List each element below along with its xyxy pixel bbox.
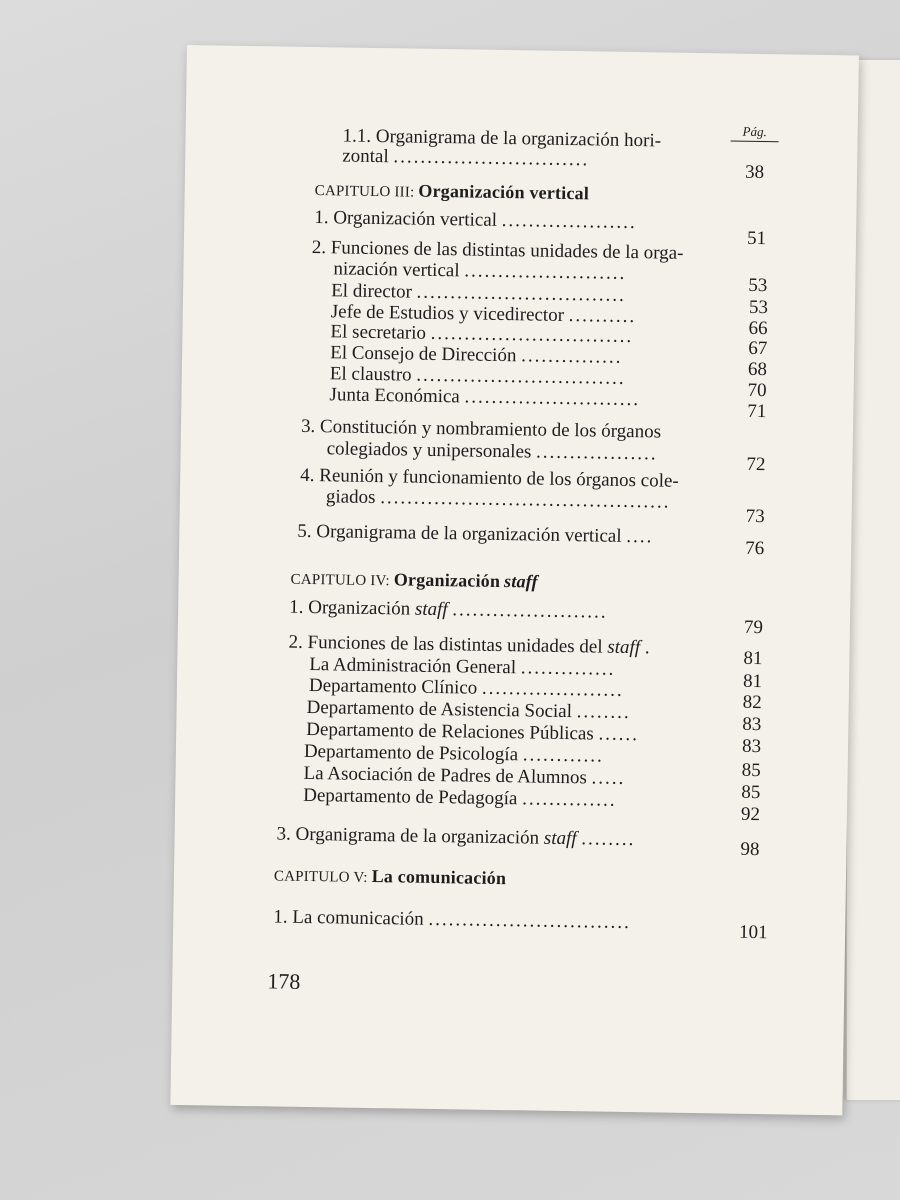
page-number-folio: 178 xyxy=(267,968,301,994)
toc-subentry: La Asociación de Padres de Alumnos ..... xyxy=(303,762,626,789)
toc-page-number: 92 xyxy=(740,803,761,826)
toc-page-number: 83 xyxy=(741,735,762,758)
toc-page-number: 71 xyxy=(747,400,767,423)
toc-page-number: 68 xyxy=(747,358,768,381)
chapter-heading-iii: CAPITULO III: Organización vertical xyxy=(314,180,590,204)
toc-entry-line1: 2. Funciones de las distintas unidades de la orga- xyxy=(311,236,684,264)
toc-entry: 1. Organización vertical .................... xyxy=(314,207,637,234)
toc-subentry: El Consejo de Dirección ............... xyxy=(330,342,623,368)
toc-subentry: Junta Económica .......................... xyxy=(329,384,641,411)
toc-subentry: El director ............................... xyxy=(330,280,627,306)
toc-entry-line2: nización vertical ........................ xyxy=(333,258,627,284)
toc-page-number: 66 xyxy=(748,317,768,340)
toc-entry: 3. Organigrama de la organización staff ........ xyxy=(276,823,636,851)
toc-subentry: Departamento de Relaciones Públicas ...... xyxy=(306,718,640,746)
toc-subentry: El claustro ............................... xyxy=(329,363,626,389)
toc-entry-1-1-line1: 1.1. Organigrama de la organización hori- xyxy=(342,125,662,152)
toc-subentry: Jefe de Estudios y vicedirector .......... xyxy=(330,301,637,328)
toc-page-number: 38 xyxy=(744,161,765,184)
toc-page-number: 51 xyxy=(746,227,767,250)
toc-page-number: 85 xyxy=(741,781,761,804)
toc-page-number: 53 xyxy=(748,274,768,297)
toc-entry-line1: 3. Constitución y nombramiento de los órganos xyxy=(300,415,662,443)
toc-entry-line2: colegiados y unipersonales .................. xyxy=(326,438,658,465)
toc-page-number: 98 xyxy=(740,838,760,861)
toc-subentry: El secretario .............................. xyxy=(330,321,634,348)
toc-page-number: 82 xyxy=(742,691,762,714)
toc-entry-line2: giados ........................................... xyxy=(325,486,671,513)
toc-subentry: La Administración General .............. xyxy=(309,653,616,680)
toc-page-number: 53 xyxy=(748,296,769,319)
toc-page-number: 76 xyxy=(744,537,765,560)
toc-entry-line1: 4. Reunión y funcionamiento de los órganos cole- xyxy=(300,464,679,492)
toc-page-number: 73 xyxy=(745,505,765,528)
toc-entry: 5. Organigrama de la organización vertical .... xyxy=(297,520,654,548)
toc-page-number: 67 xyxy=(748,337,768,360)
toc-page-number: 101 xyxy=(738,921,768,944)
book-page xyxy=(170,45,859,1115)
toc-page-number: 81 xyxy=(743,647,763,670)
toc-entry: 2. Funciones de las distintas unidades del staff . xyxy=(288,631,652,659)
toc-subentry: Departamento de Asistencia Social ........ xyxy=(306,696,631,724)
toc-page-number: 85 xyxy=(741,759,761,782)
chapter-heading-v: CAPITULO V: La comunicación xyxy=(273,866,507,889)
toc-subentry: Departamento de Psicología ............ xyxy=(303,740,605,767)
chapter-heading-iv: CAPITULO IV: Organización staff xyxy=(290,569,538,592)
toc-page-number: 70 xyxy=(747,379,767,402)
toc-entry-1-1-line2: zontal ............................. xyxy=(342,145,590,171)
toc-subentry: Departamento Clínico ..................... xyxy=(308,674,624,701)
toc-entry: 1. Organización staff ....................... xyxy=(289,596,608,623)
toc-page-number: 81 xyxy=(742,670,763,693)
toc-entry: 1. La comunicación .............................. xyxy=(273,906,632,934)
toc-page-number: 72 xyxy=(746,453,766,476)
toc-page-number: 83 xyxy=(742,713,762,736)
page-column-header: Pág. xyxy=(731,124,779,143)
toc-page-number: 79 xyxy=(743,616,764,639)
toc-subentry: Departamento de Pedagogía .............. xyxy=(303,784,617,811)
